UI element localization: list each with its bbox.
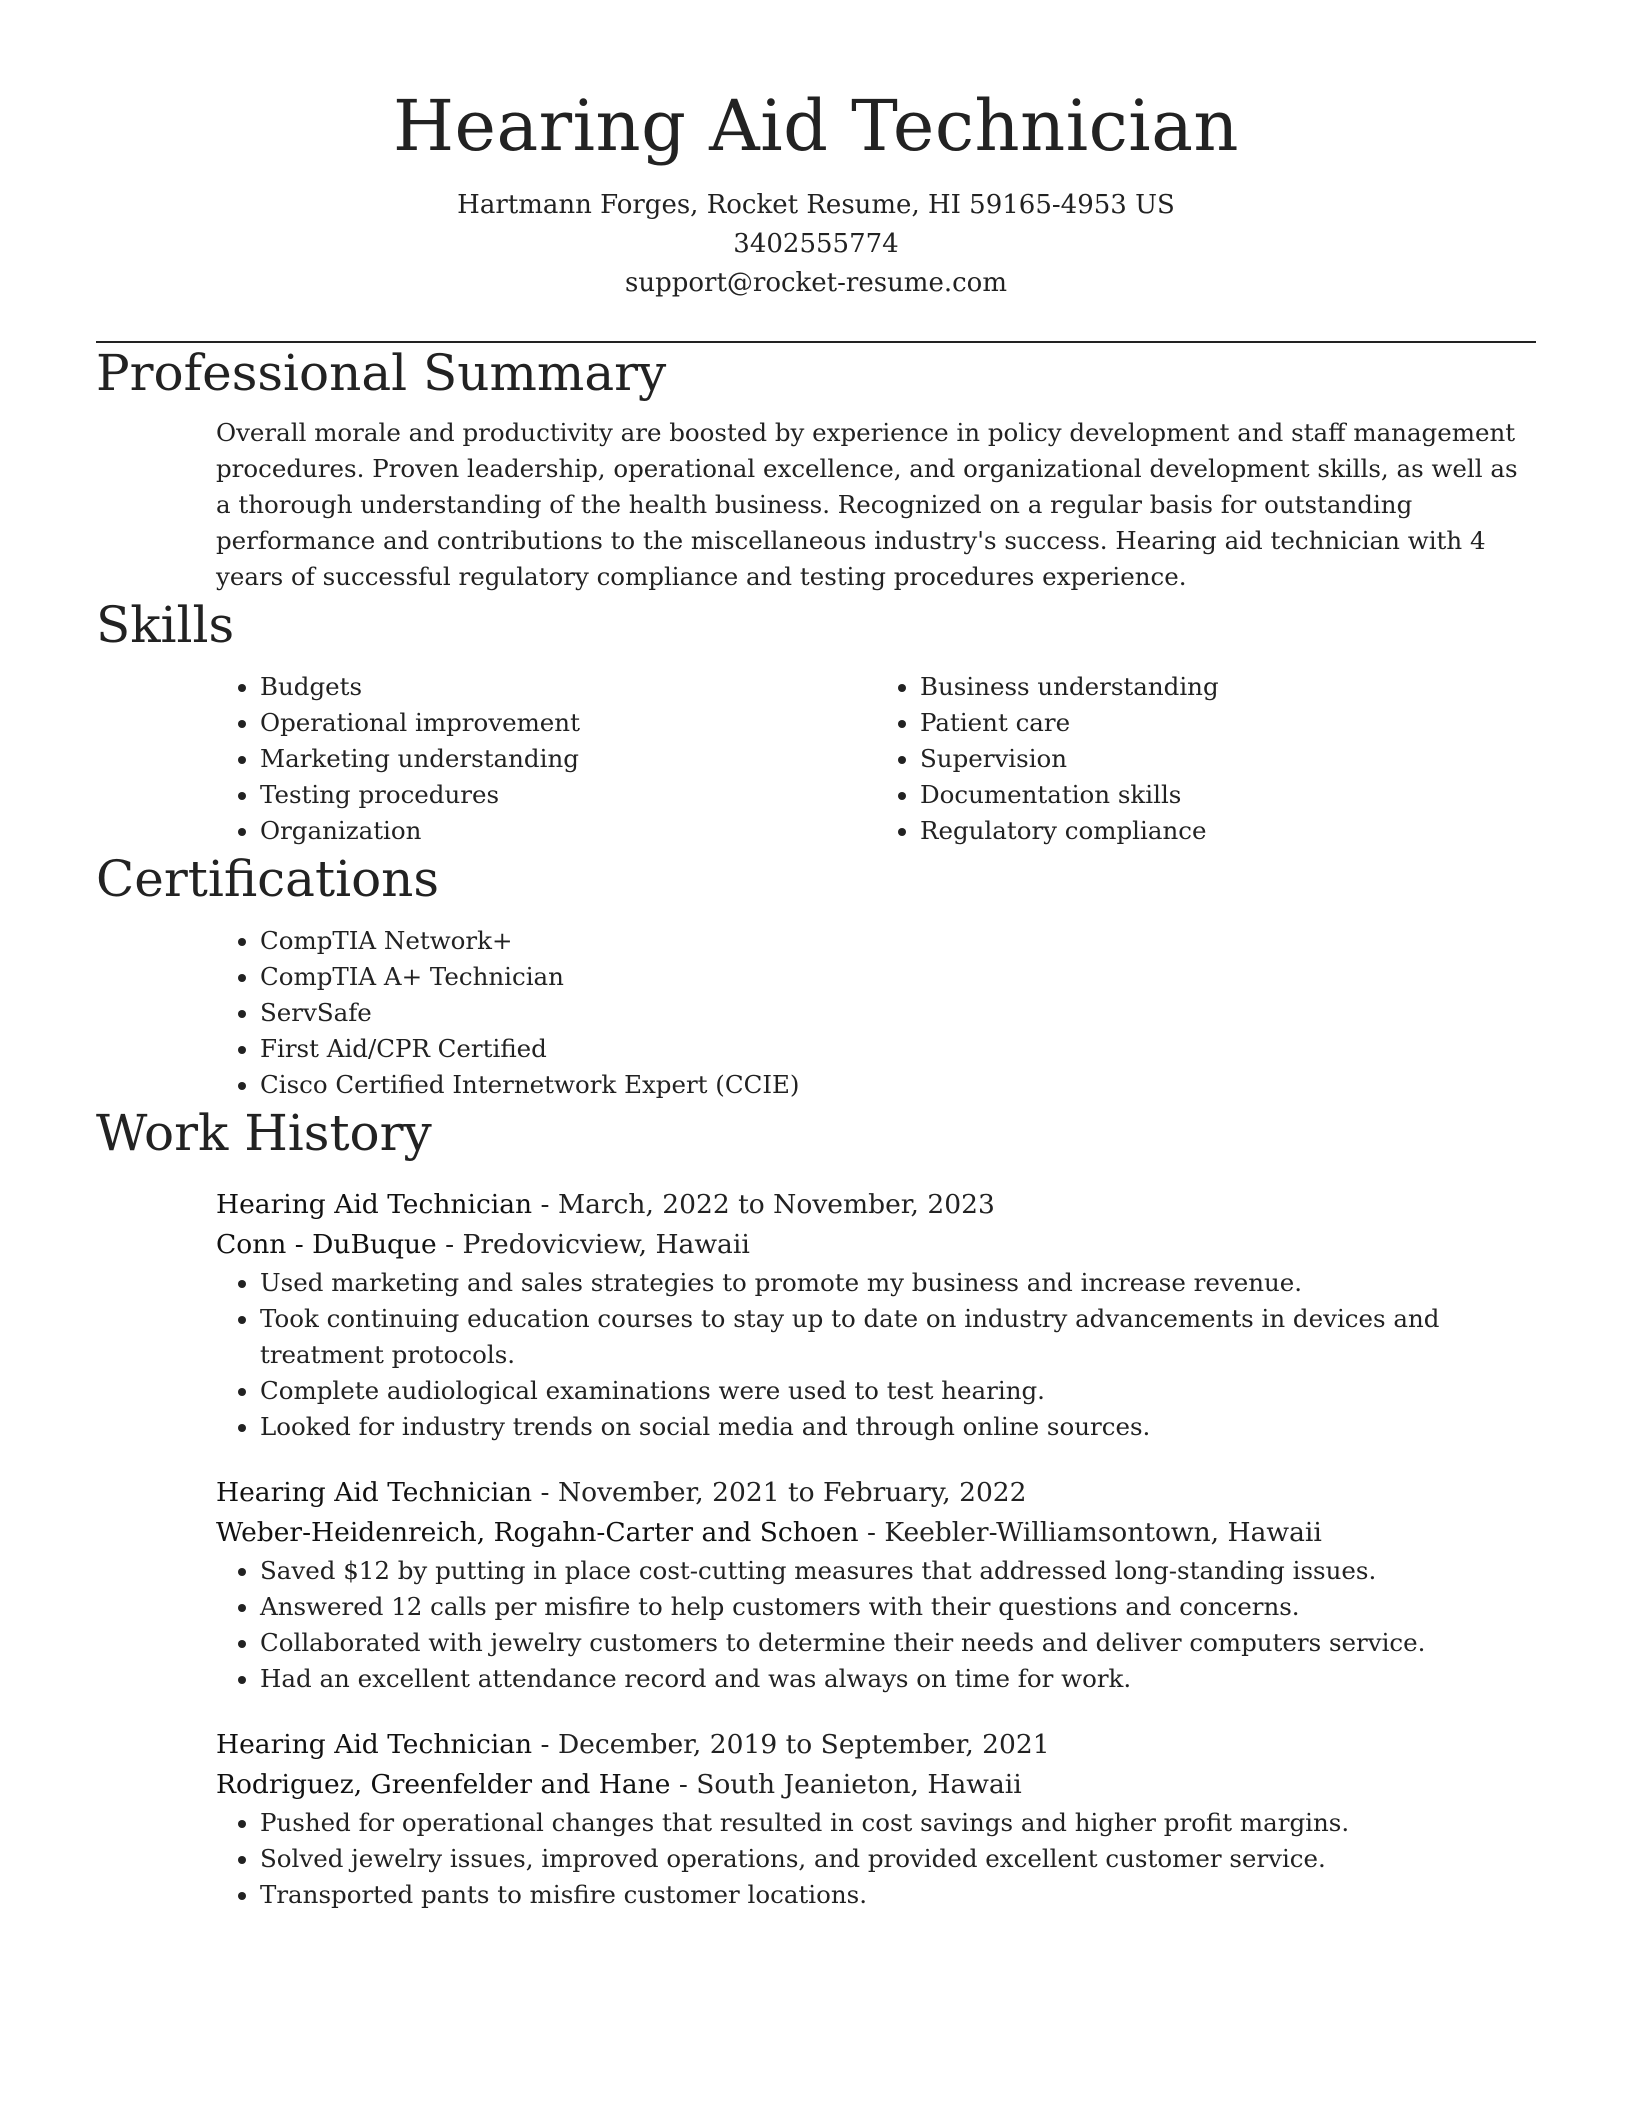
skill-item: • Documentation skills <box>920 777 1536 813</box>
job-bullet: • Looked for industry trends on social media and through online sources. <box>260 1409 1536 1445</box>
job-bullets <box>216 1265 1536 1445</box>
certification-item: • Cisco Certified Internetwork Expert (CCIE) <box>260 1067 1536 1103</box>
job-company-line: Weber-Heidenreich, Rogahn-Carter and Schoen - Keebler-Williamsontown, Hawaii <box>216 1517 1322 1548</box>
job-bullet: • Transported pants to misfire customer locations. <box>260 1877 1536 1913</box>
job-entry <box>216 1473 1536 1697</box>
job-bullets <box>216 1805 1536 1913</box>
job-bullet: • Complete audiological examinations were used to test hearing. <box>260 1373 1536 1409</box>
job-bullet: • Solved jewelry issues, improved operations, and provided excellent customer service. <box>260 1841 1536 1877</box>
job-company-line: Rodriguez, Greenfelder and Hane - South Jeanieton, Hawaii <box>216 1769 1022 1800</box>
skills-list <box>216 669 1536 849</box>
resume-header <box>96 0 1536 303</box>
certification-item: • First Aid/CPR Certified <box>260 1031 1536 1067</box>
contact-address: Hartmann Forges, Rocket Resume, HI 59165-4953 US <box>457 190 1175 220</box>
skill-item: • Operational improvement <box>260 705 876 741</box>
work-history-heading: Work History <box>96 1104 432 1162</box>
job-company: Weber-Heidenreich, Rogahn-Carter and Schoen <box>216 1517 859 1548</box>
job-bullet: • Took continuing education courses to stay up to date on industry advancements in devices and treatment protocols. <box>260 1301 1536 1373</box>
job-dates: December, 2019 to September, 2021 <box>557 1729 1050 1760</box>
job-entry <box>216 1725 1536 1913</box>
job-location: Predovicview, Hawaii <box>462 1229 750 1260</box>
summary-text: Overall morale and productivity are boosted by experience in policy development and staff management procedures. Proven leadership, operational excellence, and organizational development skills, as well as a thorough understanding of the health business. Recognized on a regular basis for outstanding performance and contributions to the miscellaneous industry's success. Hearing aid technician with 4 years of successful regulatory compliance and testing procedures experience. <box>216 418 1518 591</box>
job-company: Rodriguez, Greenfelder and Hane <box>216 1769 671 1800</box>
job-bullet: • Answered 12 calls per misfire to help customers with their questions and concerns. <box>260 1589 1536 1625</box>
job-title-line: Hearing Aid Technician - December, 2019 to September, 2021 <box>216 1729 1050 1760</box>
job-bullets <box>216 1553 1536 1697</box>
skill-item: • Patient care <box>920 705 1536 741</box>
skills-heading: Skills <box>96 596 235 654</box>
job-dates: November, 2021 to February, 2022 <box>557 1477 1027 1508</box>
certification-item: • CompTIA Network+ <box>260 923 1536 959</box>
job-location: South Jeanieton, Hawaii <box>696 1769 1022 1800</box>
job-company-line: Conn - DuBuque - Predovicview, Hawaii <box>216 1229 750 1260</box>
skill-item: • Organization <box>260 813 876 849</box>
job-bullet: • Used marketing and sales strategies to promote my business and increase revenue. <box>260 1265 1536 1301</box>
job-bullet: • Collaborated with jewelry customers to determine their needs and deliver computers service. <box>260 1625 1536 1661</box>
contact-phone: 3402555774 <box>733 229 899 259</box>
summary-heading: Professional Summary <box>96 344 667 402</box>
certifications-list <box>216 923 1536 1103</box>
job-entry <box>216 1185 1536 1445</box>
job-bullet: • Saved $12 by putting in place cost-cutting measures that addressed long-standing issues. <box>260 1553 1536 1589</box>
skill-item: • Regulatory compliance <box>920 813 1536 849</box>
skill-item: • Marketing understanding <box>260 741 876 777</box>
job-title: Hearing Aid Technician <box>216 1729 533 1760</box>
job-title-line: Hearing Aid Technician - November, 2021 to February, 2022 <box>216 1477 1027 1508</box>
certification-item: • ServSafe <box>260 995 1536 1031</box>
job-dates: March, 2022 to November, 2023 <box>557 1189 995 1220</box>
job-title: Hearing Aid Technician <box>216 1189 533 1220</box>
candidate-name: Hearing Aid Technician <box>392 85 1240 167</box>
job-title-line: Hearing Aid Technician - March, 2022 to November, 2023 <box>216 1189 995 1220</box>
job-bullet: • Pushed for operational changes that resulted in cost savings and higher profit margins. <box>260 1805 1536 1841</box>
job-company: Conn - DuBuque <box>216 1229 437 1260</box>
skills-column-left <box>216 669 876 849</box>
contact-email[interactable]: support@rocket-resume.com <box>624 268 1007 298</box>
skill-item: • Budgets <box>260 669 876 705</box>
skills-column-right <box>876 669 1536 849</box>
job-title: Hearing Aid Technician <box>216 1477 533 1508</box>
job-location: Keebler-Williamsontown, Hawaii <box>884 1517 1322 1548</box>
resume-page <box>96 0 1536 1913</box>
skill-item: • Supervision <box>920 741 1536 777</box>
certification-item: • CompTIA A+ Technician <box>260 959 1536 995</box>
job-bullet: • Had an excellent attendance record and was always on time for work. <box>260 1661 1536 1697</box>
certifications-heading: Certifications <box>96 850 440 908</box>
skill-item: • Business understanding <box>920 669 1536 705</box>
skill-item: • Testing procedures <box>260 777 876 813</box>
